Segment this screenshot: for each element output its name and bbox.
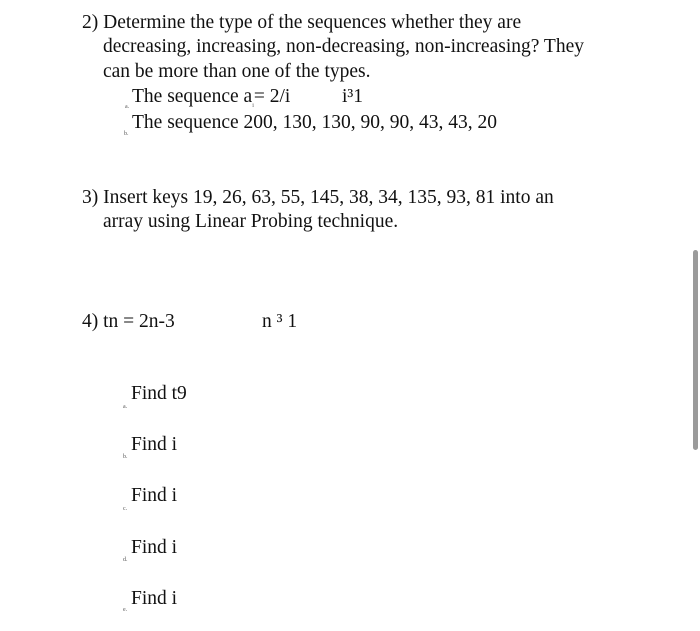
q4-item-c-text: Find i xyxy=(131,485,178,506)
q3-line-1: 3) Insert keys 19, 26, 63, 55, 145, 38, 34, 135, 93, 81 into an xyxy=(82,187,554,208)
q4-item-a-text: Find t9 xyxy=(131,383,187,404)
q4-item-e-text: Find i xyxy=(131,588,178,609)
q4-item-d-text: Find i xyxy=(131,537,178,558)
q2-line-1: 2) Determine the type of the sequences whether they are xyxy=(82,12,522,33)
q2-a-formula: = 2/i xyxy=(253,86,291,107)
q2-a-condition: i³1 xyxy=(342,86,364,107)
q2-line-3: can be more than one of the types. xyxy=(103,61,371,82)
q4-item-c-marker: c. xyxy=(123,506,128,512)
q3-line-2: array using Linear Probing technique. xyxy=(103,211,399,232)
q2-a-text: The sequence a xyxy=(132,86,253,107)
q4-header: 4) tn = 2n-3 xyxy=(82,311,175,332)
q4-item-a-marker: a. xyxy=(123,404,128,410)
q4-item-b-text: Find i xyxy=(131,434,178,455)
q4-item-d-marker: d. xyxy=(123,557,128,563)
q4-item-e-marker: e. xyxy=(123,607,128,613)
scrollbar[interactable] xyxy=(693,250,698,450)
q2-b-text: The sequence 200, 130, 130, 90, 90, 43, 43, 20 xyxy=(132,112,498,133)
q2-a-marker: a. xyxy=(125,104,130,110)
q2-line-2: decreasing, increasing, non-decreasing, non-increasing? They xyxy=(103,36,584,57)
q4-item-b-marker: b. xyxy=(123,454,128,460)
q2-a-subscript: i xyxy=(252,103,254,109)
q2-b-marker: b. xyxy=(124,131,129,137)
q4-condition: n ³ 1 xyxy=(262,311,298,332)
